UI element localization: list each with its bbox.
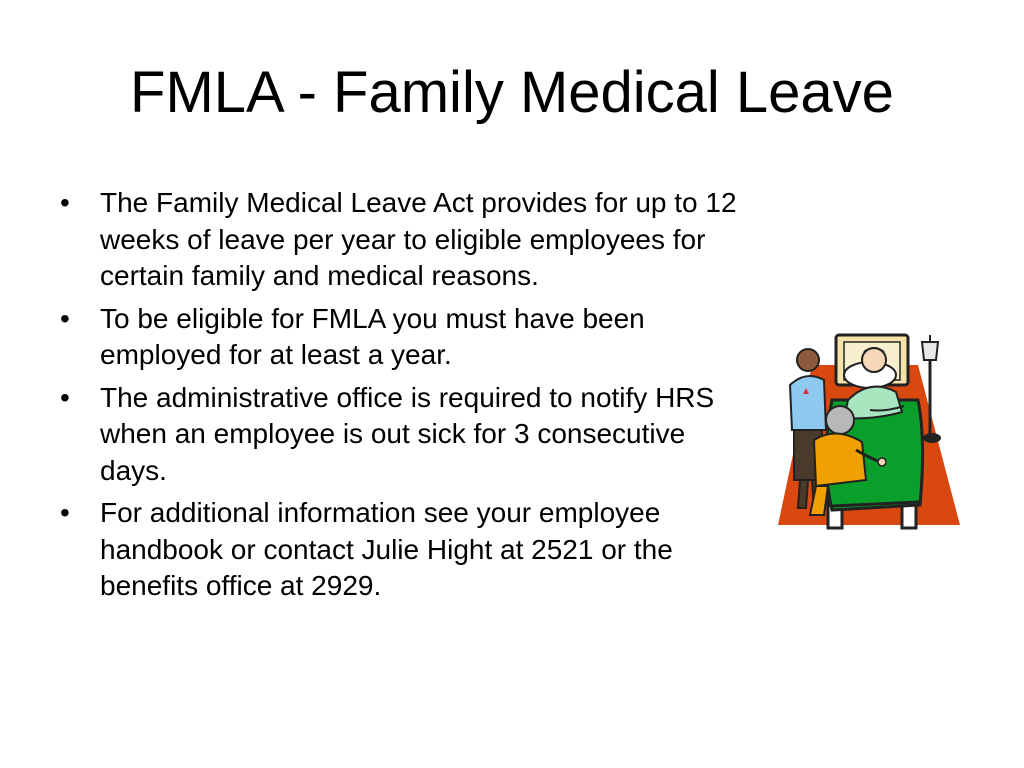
iv-base bbox=[923, 433, 941, 443]
hospital-bed-visitors-icon bbox=[770, 330, 965, 535]
bullet-marker: • bbox=[60, 497, 70, 528]
seated-visitor-jacket bbox=[814, 433, 866, 486]
iv-bag bbox=[922, 342, 938, 360]
bullet-list bbox=[58, 185, 758, 611]
slide-title: FMLA - Family Medical Leave bbox=[130, 60, 894, 125]
bullet-item bbox=[58, 495, 758, 605]
visitor-leg-left bbox=[798, 480, 808, 508]
bullet-text: For additional information see your employee handbook or contact Julie Hight at 2521 or the benefits office at 2929. bbox=[100, 497, 673, 601]
bullet-marker: • bbox=[60, 381, 70, 413]
bullet-marker: • bbox=[60, 187, 70, 218]
visitor-head bbox=[797, 349, 819, 371]
bullet-item bbox=[58, 301, 758, 374]
seated-visitor-hand bbox=[878, 458, 886, 466]
seated-visitor-head bbox=[826, 406, 854, 434]
bullet-item bbox=[58, 380, 758, 490]
bullet-marker: • bbox=[60, 302, 70, 334]
bullet-text: The administrative office is required to notify HRS when an employee is out sick for 3 consecutive days. bbox=[100, 381, 715, 486]
bullet-text: The Family Medical Leave Act provides for up to 12 weeks of leave per year to eligible employees for certain family and medical reasons. bbox=[100, 187, 737, 291]
bullet-text: To be eligible for FMLA you must have been employed for at least a year. bbox=[100, 302, 645, 370]
bullet-item bbox=[58, 185, 758, 295]
visitor-shirt bbox=[790, 376, 826, 430]
